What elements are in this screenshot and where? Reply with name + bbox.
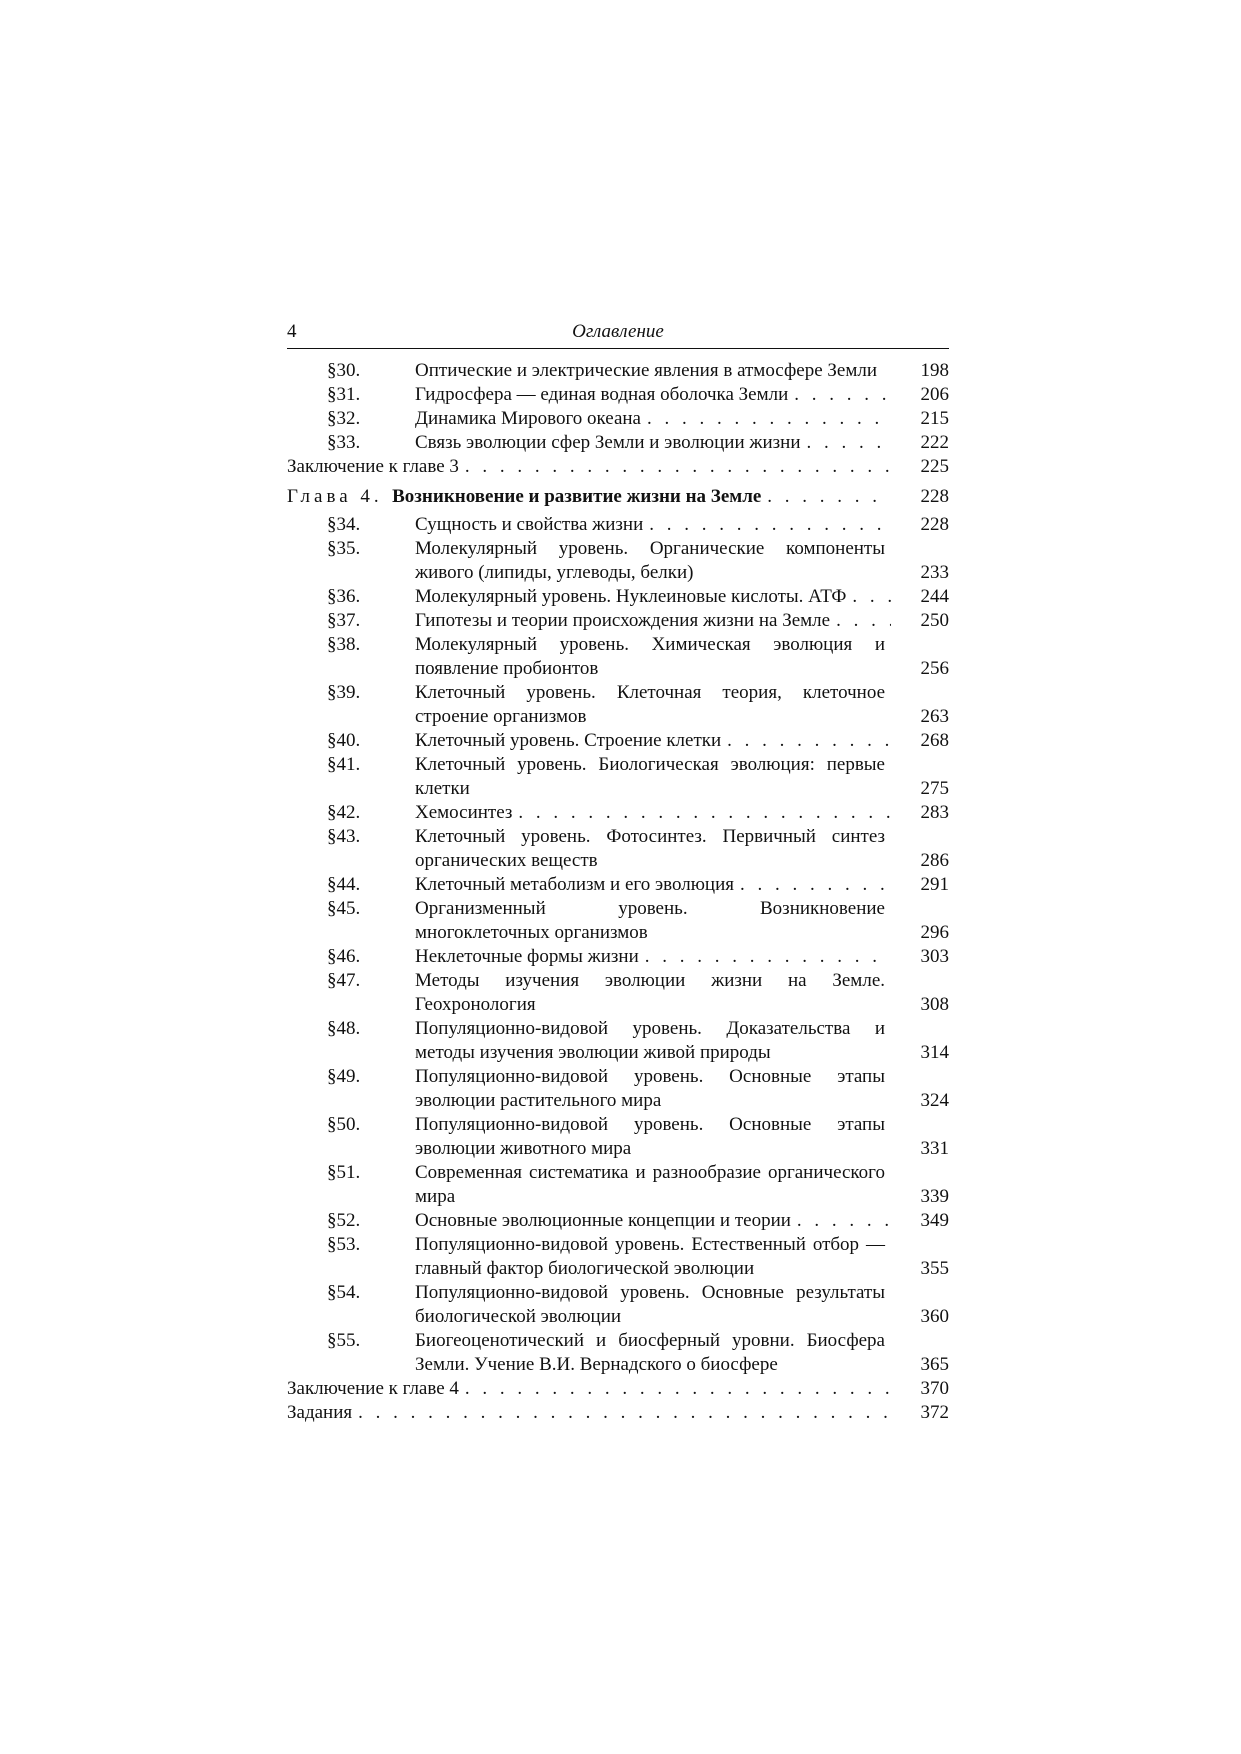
dot-leader [649,513,891,537]
section-number: §44. [327,874,361,895]
page-ref: 349 [920,1210,949,1231]
section-number: §52. [327,1210,361,1231]
section-number: §40. [327,730,361,751]
toc-entry [287,1233,949,1281]
section-number: §33. [327,432,361,453]
section-number: §54. [327,1282,361,1303]
entry-title: Задания [287,1402,353,1423]
page-title: Оглавление [572,321,664,342]
dot-leader [807,431,892,455]
dot-leader [358,1401,891,1425]
page-ref: 296 [920,922,949,943]
entry-title: Возникновение и развитие жизни на Земле [392,486,762,507]
page-ref: 283 [920,802,949,823]
page-ref: 372 [920,1402,949,1423]
entry-title: Биогеоценотический и биосферный уровни. Биосфера Земли. Учение В.И. Вернадского о биосфере [415,1330,885,1375]
table-of-contents [287,359,949,1425]
entry-title: Молекулярный уровень. Химическая эволюция и появление пробионтов [415,634,885,679]
toc-entry [287,1161,949,1209]
entry-title: Связь эволюции сфер Земли и эволюции жизни [415,432,801,453]
entry-title: Оптические и электрические явления в атмосфере Земли [415,360,878,381]
dot-leader [465,455,891,479]
toc-entry [287,585,949,609]
dot-leader [740,873,891,897]
section-number: §39. [327,682,361,703]
entry-title: Популяционно-видовой уровень. Основные этапы эволюции растительного мира [415,1066,885,1111]
page-ref: 268 [920,730,949,751]
running-head [287,318,949,349]
entry-title: Сущность и свойства жизни [415,514,644,535]
toc-entry [287,1113,949,1161]
toc-entry [287,873,949,897]
page-ref: 331 [920,1138,949,1159]
toc-entry [287,1401,949,1425]
page-ref: 228 [920,514,949,535]
section-number: §34. [327,514,361,535]
toc-entry [287,1209,949,1233]
book-page [287,318,949,1425]
page-ref: 250 [920,610,949,631]
toc-entry [287,969,949,1017]
toc-entry [287,1017,949,1065]
toc-entry [287,1329,949,1377]
entry-title: Хемосинтез [415,802,513,823]
entry-title: Заключение к главе 3 [287,456,459,477]
section-number: §48. [327,1018,361,1039]
toc-entry [287,633,949,681]
toc-entry [287,1065,949,1113]
section-number: §32. [327,408,361,429]
toc-entry [287,537,949,585]
toc-entry [287,897,949,945]
entry-title: Организменный уровень. Возникновение многоклеточных организмов [415,898,885,943]
section-number: §55. [327,1330,361,1351]
dot-leader [518,801,891,825]
entry-title: Клеточный метаболизм и его эволюция [415,874,734,895]
page-ref: 228 [920,486,949,507]
entry-title: Гипотезы и теории происхождения жизни на Земле [415,610,831,631]
toc-entry [287,513,949,537]
section-number: §37. [327,610,361,631]
toc-entry [287,431,949,455]
toc-entry [287,681,949,729]
section-number: §42. [327,802,361,823]
entry-title: Заключение к главе 4 [287,1378,459,1399]
dot-leader [767,485,891,509]
entry-title: Клеточный уровень. Строение клетки [415,730,722,751]
toc-entry [287,1377,949,1401]
toc-entry [287,801,949,825]
section-number: §45. [327,898,361,919]
page-ref: 275 [920,778,949,799]
dot-leader [794,383,891,407]
page-ref: 324 [920,1090,949,1111]
page-ref: 314 [920,1042,949,1063]
section-number: §38. [327,634,361,655]
page-ref: 256 [920,658,949,679]
page-ref: 222 [920,432,949,453]
section-number: §30. [327,360,361,381]
entry-title: Клеточный уровень. Биологическая эволюция: первые клетки [415,754,885,799]
dot-leader [836,609,891,633]
section-number: §35. [327,538,361,559]
page-ref: 225 [920,456,949,477]
toc-entry [287,825,949,873]
toc-entry [287,407,949,431]
entry-title: Популяционно-видовой уровень. Основные результаты биологической эволюции [415,1282,885,1327]
page-ref: 215 [920,408,949,429]
toc-entry [287,753,949,801]
toc-chapter [287,485,949,509]
dot-leader [645,945,891,969]
entry-title: Динамика Мирового океана [415,408,641,429]
toc-entry [287,1281,949,1329]
section-number: §47. [327,970,361,991]
toc-entry [287,945,949,969]
page-ref: 263 [920,706,949,727]
toc-entry [287,455,949,479]
entry-title: Молекулярный уровень. Нуклеиновые кислоты. АТФ [415,586,847,607]
chapter-label: Глава 4. [287,486,383,507]
entry-title: Популяционно-видовой уровень. Основные этапы эволюции животного мира [415,1114,885,1159]
entry-title: Современная систематика и разнообразие органического мира [415,1162,885,1207]
dot-leader [797,1209,891,1233]
section-number: §41. [327,754,361,775]
page-ref: 365 [920,1354,949,1375]
toc-entry [287,359,949,383]
entry-title: Основные эволюционные концепции и теории [415,1210,791,1231]
page-ref: 244 [920,586,949,607]
page-ref: 291 [920,874,949,895]
section-number: §53. [327,1234,361,1255]
section-number: §43. [327,826,361,847]
section-number: §46. [327,946,361,967]
entry-title: Молекулярный уровень. Органические компоненты живого (липиды, углеводы, белки) [415,538,885,583]
entry-title: Популяционно-видовой уровень. Естественный отбор — главный фактор биологической эволюции [415,1234,885,1279]
section-number: §36. [327,586,361,607]
page-ref: 198 [920,360,949,381]
dot-leader [727,729,891,753]
section-number: §49. [327,1066,361,1087]
page-ref: 360 [920,1306,949,1327]
page-ref: 206 [920,384,949,405]
dot-leader [465,1377,891,1401]
entry-title: Клеточный уровень. Клеточная теория, клеточное строение организмов [415,682,885,727]
section-number: §50. [327,1114,361,1135]
page-number: 4 [287,321,297,342]
toc-entry [287,609,949,633]
entry-title: Клеточный уровень. Фотосинтез. Первичный синтез органических веществ [415,826,885,871]
section-number: §31. [327,384,361,405]
page-ref: 308 [920,994,949,1015]
entry-title: Популяционно-видовой уровень. Доказательства и методы изучения эволюции живой природы [415,1018,885,1063]
entry-title: Методы изучения эволюции жизни на Земле. Геохронология [415,970,885,1015]
dot-leader [852,585,891,609]
dot-leader [647,407,891,431]
page-ref: 355 [920,1258,949,1279]
entry-title: Гидросфера — единая водная оболочка Земли [415,384,789,405]
page-ref: 303 [920,946,949,967]
page-ref: 233 [920,562,949,583]
page-ref: 370 [920,1378,949,1399]
page-ref: 286 [920,850,949,871]
section-number: §51. [327,1162,361,1183]
entry-title: Неклеточные формы жизни [415,946,639,967]
toc-entry [287,729,949,753]
toc-entry [287,383,949,407]
page-ref: 339 [920,1186,949,1207]
